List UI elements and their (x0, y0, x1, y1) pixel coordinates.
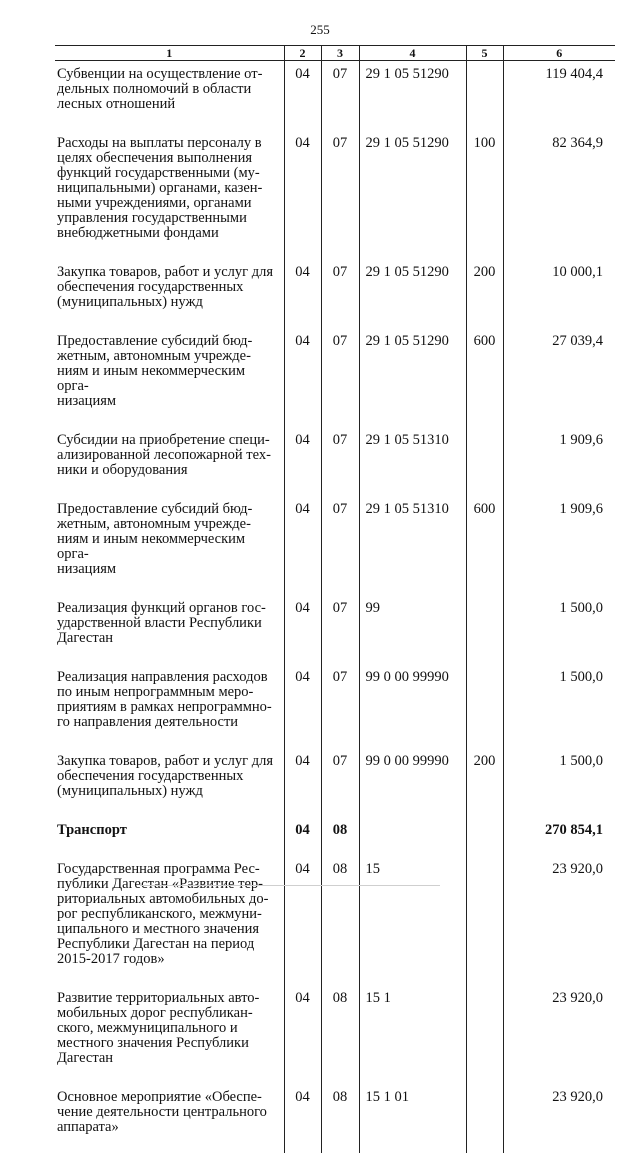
row-amount: 270 854,1 (503, 817, 615, 856)
row-target-code: 29 1 05 51310 (359, 496, 466, 595)
row-expense-type: 200 (466, 259, 503, 328)
row-expense-type (466, 1084, 503, 1153)
row-target-code (359, 817, 466, 856)
row-description: Закупка товаров, работ и услуг для обеспечения государственных (муниципальных) нужд (55, 259, 284, 328)
column-header-5: 5 (466, 46, 503, 61)
row-section-code: 04 (284, 595, 321, 664)
row-subsection-code: 07 (321, 595, 359, 664)
row-subsection-code: 08 (321, 985, 359, 1084)
row-section-code: 04 (284, 1084, 321, 1153)
row-description: Государственная программа Рес- публики Дагестан «Развитие тер- риториальных автомобильных до- рог республиканского, межмуни- ципального и местного значения Республики Дагестан на период 2015-2017 годов» (55, 856, 284, 985)
row-target-code: 29 1 05 51290 (359, 61, 466, 131)
row-subsection-code: 08 (321, 817, 359, 856)
row-target-code: 29 1 05 51290 (359, 328, 466, 427)
row-subsection-code: 07 (321, 61, 359, 131)
budget-table (55, 45, 615, 1153)
scan-edge-line (140, 885, 440, 886)
column-header-2: 2 (284, 46, 321, 61)
row-amount: 1 500,0 (503, 748, 615, 817)
table-row (55, 496, 615, 595)
column-header-6: 6 (503, 46, 615, 61)
row-amount: 1 500,0 (503, 664, 615, 748)
table-row (55, 130, 615, 259)
row-target-code: 29 1 05 51290 (359, 130, 466, 259)
row-section-code: 04 (284, 985, 321, 1084)
row-description: Предоставление субсидий бюд- жетным, автономным учрежде- ниям и иным некоммерческим орга- низациям (55, 496, 284, 595)
table-header-row (55, 46, 615, 61)
row-description: Развитие территориальных авто- мобильных дорог республикан- ского, межмуниципального и местного значения Республики Дагестан (55, 985, 284, 1084)
table-row (55, 1084, 615, 1153)
row-subsection-code: 08 (321, 856, 359, 985)
table-body (55, 61, 615, 1153)
table-row (55, 61, 615, 131)
row-subsection-code: 07 (321, 748, 359, 817)
row-target-code: 15 1 (359, 985, 466, 1084)
row-description: Реализация направления расходов по иным непрограммным меро- приятиям в рамках непрограммно- го направления деятельности (55, 664, 284, 748)
column-header-3: 3 (321, 46, 359, 61)
row-amount: 10 000,1 (503, 259, 615, 328)
table-row (55, 664, 615, 748)
row-description: Основное мероприятие «Обеспе- чение деятельности центрального аппарата» (55, 1084, 284, 1153)
row-subsection-code: 07 (321, 130, 359, 259)
row-description: Реализация функций органов гос- ударственной власти Республики Дагестан (55, 595, 284, 664)
row-subsection-code: 07 (321, 427, 359, 496)
row-description: Транспорт (55, 817, 284, 856)
row-subsection-code: 07 (321, 664, 359, 748)
table-row (55, 817, 615, 856)
row-target-code: 99 0 00 99990 (359, 664, 466, 748)
row-expense-type (466, 985, 503, 1084)
row-section-code: 04 (284, 817, 321, 856)
row-target-code: 15 1 01 (359, 1084, 466, 1153)
row-description: Субсидии на приобретение специ- ализированной лесопожарной тех- ники и оборудования (55, 427, 284, 496)
column-header-4: 4 (359, 46, 466, 61)
row-section-code: 04 (284, 856, 321, 985)
row-description: Предоставление субсидий бюд- жетным, автономным учрежде- ниям и иным некоммерческим орга- низациям (55, 328, 284, 427)
table-row (55, 595, 615, 664)
table-row (55, 856, 615, 985)
row-expense-type (466, 595, 503, 664)
row-section-code: 04 (284, 130, 321, 259)
row-expense-type (466, 817, 503, 856)
table-row (55, 748, 615, 817)
row-section-code: 04 (284, 664, 321, 748)
row-subsection-code: 07 (321, 259, 359, 328)
row-amount: 119 404,4 (503, 61, 615, 131)
row-description: Закупка товаров, работ и услуг для обеспечения государственных (муниципальных) нужд (55, 748, 284, 817)
row-expense-type (466, 61, 503, 131)
row-expense-type: 600 (466, 496, 503, 595)
row-section-code: 04 (284, 61, 321, 131)
row-target-code: 99 (359, 595, 466, 664)
row-amount: 23 920,0 (503, 985, 615, 1084)
row-section-code: 04 (284, 328, 321, 427)
row-section-code: 04 (284, 259, 321, 328)
row-expense-type: 100 (466, 130, 503, 259)
row-expense-type: 600 (466, 328, 503, 427)
table-row (55, 259, 615, 328)
row-target-code: 99 0 00 99990 (359, 748, 466, 817)
row-description: Субвенции на осуществление от- дельных полномочий в области лесных отношений (55, 61, 284, 131)
page-number: 255 (0, 22, 640, 38)
row-expense-type (466, 664, 503, 748)
row-expense-type (466, 856, 503, 985)
row-target-code: 29 1 05 51290 (359, 259, 466, 328)
row-section-code: 04 (284, 748, 321, 817)
row-expense-type (466, 427, 503, 496)
row-target-code: 15 (359, 856, 466, 985)
row-section-code: 04 (284, 427, 321, 496)
table-row (55, 985, 615, 1084)
row-amount: 1 909,6 (503, 427, 615, 496)
row-description: Расходы на выплаты персоналу в целях обеспечения выполнения функций государственными (му- ниципальными) органами, казен- ными учреждениями, органами управления государственными внебюджетными фондами (55, 130, 284, 259)
row-amount: 1 500,0 (503, 595, 615, 664)
row-target-code: 29 1 05 51310 (359, 427, 466, 496)
table-row (55, 427, 615, 496)
table-row (55, 328, 615, 427)
row-amount: 23 920,0 (503, 856, 615, 985)
row-subsection-code: 07 (321, 328, 359, 427)
row-amount: 82 364,9 (503, 130, 615, 259)
row-amount: 27 039,4 (503, 328, 615, 427)
row-expense-type: 200 (466, 748, 503, 817)
row-subsection-code: 07 (321, 496, 359, 595)
column-header-1: 1 (55, 46, 284, 61)
row-subsection-code: 08 (321, 1084, 359, 1153)
row-amount: 1 909,6 (503, 496, 615, 595)
row-amount: 23 920,0 (503, 1084, 615, 1153)
row-section-code: 04 (284, 496, 321, 595)
